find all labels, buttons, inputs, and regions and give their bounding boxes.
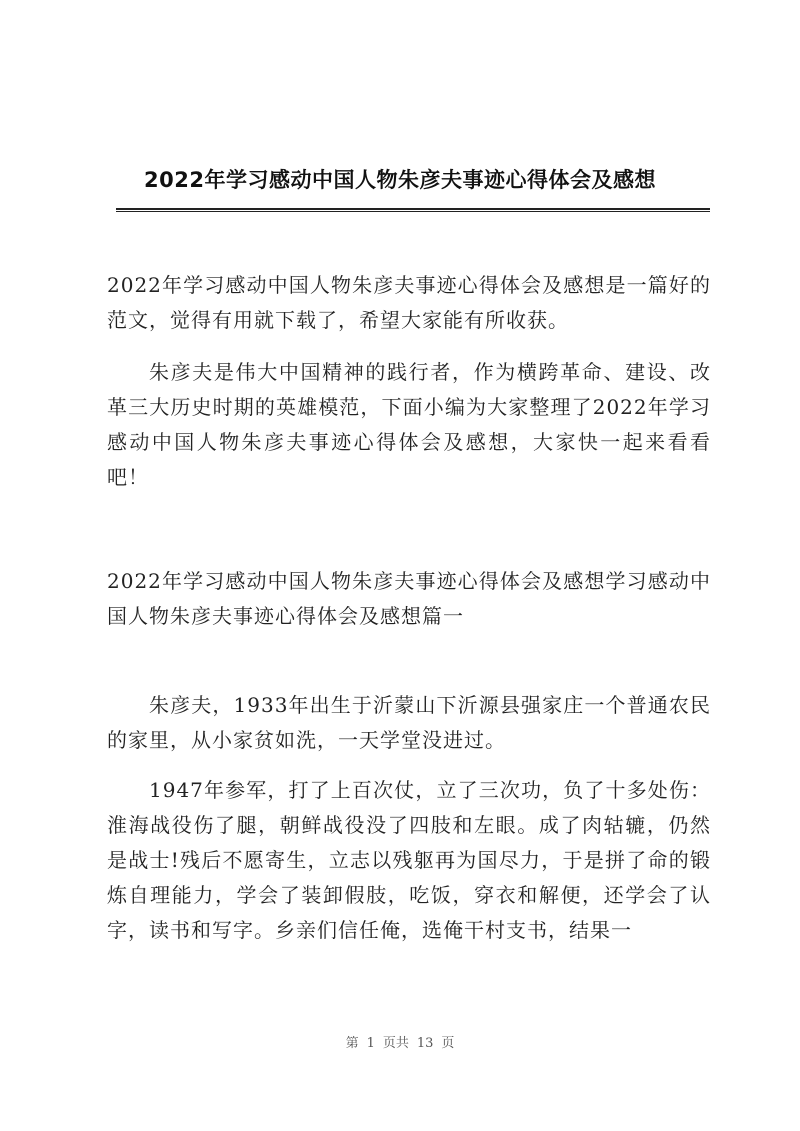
body-paragraph-1: 朱彦夫，1933年出生于沂蒙山下沂源县强家庄一个普通农民的家里，从小家贫如洗，一天学堂没进过。 [107, 693, 711, 752]
body-paragraph-2: 1947年参军，打了上百次仗，立了三次功，负了十多处伤：淮海战役伤了腿，朝鲜战役没了四肢和左眼。成了肉轱辘，仍然是战士!残后不愿寄生，立志以残躯再为国尽力，于是拼了命的锻炼自理能力，学会了装卸假肢，吃饭，穿衣和解便，还学会了认字，读书和写字。乡亲们信任俺，选俺干村支书，结果一 [107, 778, 711, 942]
footer-prefix: 第 [345, 1036, 359, 1051]
document-title: 2022年学习感动中国人物朱彦夫事迹心得体会及感想 [144, 168, 656, 192]
section-heading: 2022年学习感动中国人物朱彦夫事迹心得体会及感想学习感动中国人物朱彦夫事迹心得体会及感想篇一 [107, 569, 711, 628]
footer-current-page: 1 [366, 1036, 375, 1051]
summary-paragraph: 朱彦夫是伟大中国精神的践行者，作为横跨革命、建设、改革三大历史时期的英雄模范，下面小编为大家整理了2022年学习感动中国人物朱彦夫事迹心得体会及感想，大家快一起来看看吧！ [107, 360, 711, 489]
footer-mid: 页共 [382, 1036, 409, 1051]
intro-paragraph: 2022年学习感动中国人物朱彦夫事迹心得体会及感想是一篇好的范文，觉得有用就下载了，希望大家能有所收获。 [107, 273, 711, 332]
title-divider [116, 208, 710, 212]
footer-total-pages: 13 [416, 1036, 434, 1051]
page-footer [0, 1032, 800, 1051]
footer-suffix: 页 [441, 1036, 455, 1051]
